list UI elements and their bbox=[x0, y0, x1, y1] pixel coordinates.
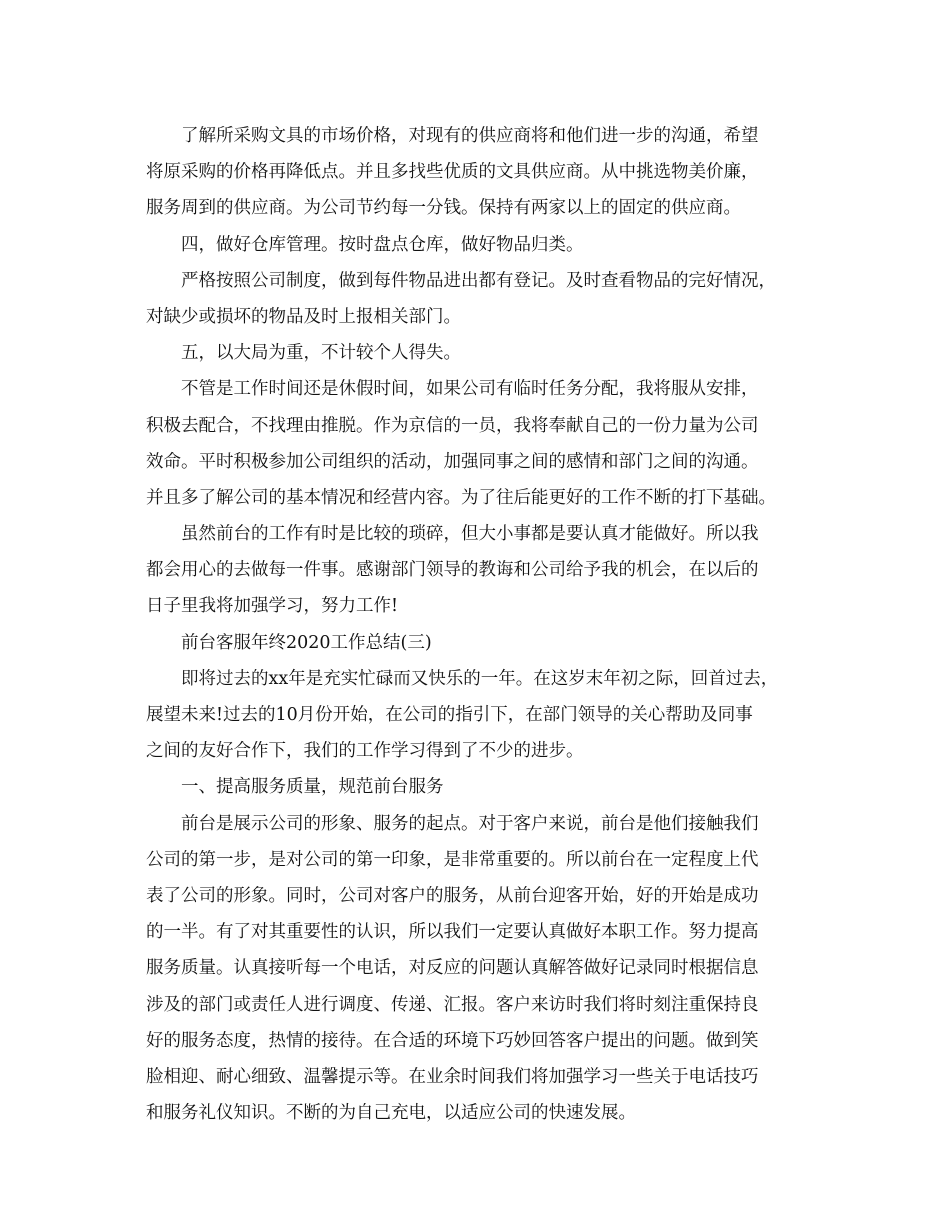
text-line: 对缺少或损坏的物品及时上报相关部门。 bbox=[146, 306, 461, 327]
text-line: 一、提高服务质量，规范前台服务 bbox=[181, 777, 444, 798]
text-line: 并且多了解公司的基本情况和经营内容。为了往后能更好的工作不断的打下基础。 bbox=[146, 487, 776, 508]
text-line: 效命。平时积极参加公司组织的活动，加强同事之间的感情和部门之间的沟通。 bbox=[146, 451, 759, 472]
text-line: 和服务礼仪知识。不断的为自己充电，以适应公司的快速发展。 bbox=[146, 1103, 636, 1124]
document-body bbox=[146, 118, 826, 1131]
text-line: 日子里我将加强学习，努力工作! bbox=[146, 596, 399, 617]
text-line: 将原采购的价格再降低点。并且多找些优质的文具供应商。从中挑选物美价廉， bbox=[146, 162, 759, 183]
text-line: 前台客服年终2020工作总结(三) bbox=[181, 632, 432, 653]
text-line: 即将过去的xx年是充实忙碌而又快乐的一年。在这岁末年初之际，回首过去， bbox=[181, 668, 779, 689]
text-line: 之间的友好合作下，我们的工作学习得到了不少的进步。 bbox=[146, 741, 584, 762]
text-line: 表了公司的形象。同时，公司对客户的服务，从前台迎客开始，好的开始是成功 bbox=[146, 885, 759, 906]
text-line: 好的服务态度，热情的接待。在合适的环境下巧妙回答客户提出的问题。做到笑 bbox=[146, 1030, 759, 1051]
text-line: 四，做好仓库管理。按时盘点仓库，做好物品归类。 bbox=[181, 234, 584, 255]
text-line: 公司的第一步，是对公司的第一印象，是非常重要的。所以前台在一定程度上代 bbox=[146, 849, 759, 870]
text-line: 展望未来!过去的10月份开始，在公司的指引下，在部门领导的关心帮助及同事 bbox=[146, 705, 753, 725]
text-line: 虽然前台的工作有时是比较的琐碎，但大小事都是要认真才能做好。所以我 bbox=[181, 524, 759, 545]
text-line: 服务周到的供应商。为公司节约每一分钱。保持有两家以上的固定的供应商。 bbox=[146, 198, 741, 219]
text-line: 服务质量。认真接听每一个电话，对反应的问题认真解答做好记录同时根据信息 bbox=[146, 958, 759, 979]
text-line: 不管是工作时间还是休假时间，如果公司有临时任务分配，我将服从安排， bbox=[181, 379, 759, 400]
text-line: 都会用心的去做每一件事。感谢部门领导的教诲和公司给予我的机会，在以后的 bbox=[146, 560, 759, 581]
text-line: 的一半。有了对其重要性的认识，所以我们一定要认真做好本职工作。努力提高 bbox=[146, 922, 759, 943]
text-line: 涉及的部门或责任人进行调度、传递、汇报。客户来访时我们将时刻注重保持良 bbox=[146, 994, 759, 1015]
text-line: 脸相迎、耐心细致、温馨提示等。在业余时间我们将加强学习一些关于电话技巧 bbox=[146, 1066, 759, 1087]
text-line: 积极去配合，不找理由推脱。作为京信的一员，我将奉献自己的一份力量为公司 bbox=[146, 415, 759, 436]
text-line: 五，以大局为重，不计较个人得失。 bbox=[181, 343, 461, 364]
text-line: 前台是展示公司的形象、服务的起点。对于客户来说，前台是他们接触我们 bbox=[181, 813, 759, 834]
text-line: 了解所采购文具的市场价格，对现有的供应商将和他们进一步的沟通，希望 bbox=[181, 126, 759, 146]
text-line: 严格按照公司制度，做到每件物品进出都有登记。及时查看物品的完好情况， bbox=[181, 270, 776, 291]
